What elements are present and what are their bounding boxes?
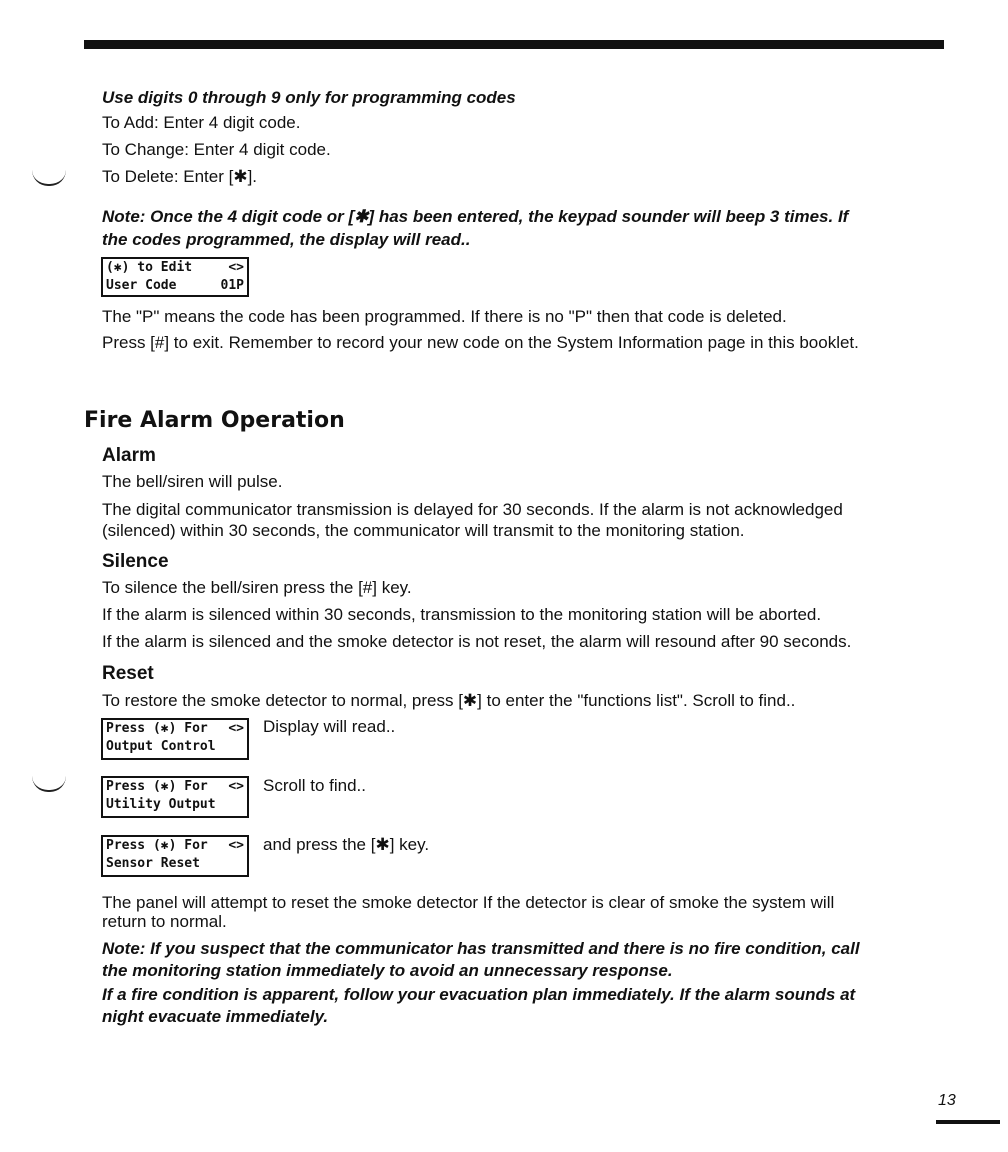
bottom-rule	[936, 1120, 1000, 1124]
lcd-row1-right: <>	[228, 260, 244, 275]
lcd-row1-left: Press (✱) For	[106, 721, 208, 736]
lcd-row1-right: <>	[228, 721, 244, 736]
lcd-display-user-code	[101, 257, 249, 297]
silence-text-1: To silence the bell/siren press the [#] key.	[102, 578, 412, 597]
fire-note-1a: Note: If you suspect that the communicator has transmitted and there is no fire condition, call	[102, 939, 860, 958]
to-delete-text: To Delete: Enter [✱].	[102, 167, 258, 186]
reset-text-1: To restore the smoke detector to normal, press [✱] to enter the "functions list". Scroll to find..	[102, 691, 796, 710]
lcd-row2-left: User Code	[106, 278, 177, 293]
lcd-row1-right: <>	[228, 838, 244, 853]
lcd-row1-left: (✱) to Edit	[106, 260, 193, 275]
lcd-display-utility-output	[101, 776, 249, 818]
fire-note-2b: night evacuate immediately.	[102, 1007, 329, 1026]
silence-text-2: If the alarm is silenced within 30 seconds, transmission to the monitoring station will be aborted.	[102, 605, 822, 624]
section-title: Fire Alarm Operation	[84, 408, 345, 433]
binder-hole-mark	[32, 776, 66, 792]
alarm-text-1: The bell/siren will pulse.	[102, 472, 283, 491]
exit-text: Press [#] to exit. Remember to record your new code on the System Information page in this booklet.	[102, 333, 859, 352]
lcd-row2-left: Output Control	[106, 739, 216, 754]
fire-note-1b: the monitoring station immediately to avoid an unnecessary response.	[102, 961, 673, 980]
reset-text-2a: The panel will attempt to reset the smoke detector If the detector is clear of smoke the system will	[102, 893, 835, 912]
reset-heading: Reset	[102, 663, 154, 684]
reset-text-2b: return to normal.	[102, 912, 227, 931]
lcd-row1-left: Press (✱) For	[106, 779, 208, 794]
lcd-row1-right: <>	[228, 779, 244, 794]
fire-note-2a: If a fire condition is apparent, follow your evacuation plan immediately. If the alarm sounds at	[102, 985, 856, 1004]
silence-heading: Silence	[102, 551, 169, 572]
silence-text-3: If the alarm is silenced and the smoke detector is not reset, the alarm will resound after 90 seconds.	[102, 632, 852, 651]
to-add-text: To Add: Enter 4 digit code.	[102, 113, 301, 132]
lcd-row2-left: Sensor Reset	[106, 856, 200, 871]
lcd-row2-left: Utility Output	[106, 797, 216, 812]
lcd-display-output-control	[101, 718, 249, 760]
top-rule	[84, 40, 944, 49]
alarm-text-2b: (silenced) within 30 seconds, the communicator will transmit to the monitoring station.	[102, 521, 745, 540]
lcd-row1-left: Press (✱) For	[106, 838, 208, 853]
lcd3-caption: and press the [✱] key.	[263, 835, 430, 854]
codes-note-line2: the codes programmed, the display will read..	[102, 230, 471, 249]
page-number: 13	[938, 1092, 956, 1109]
lcd-display-sensor-reset	[101, 835, 249, 877]
codes-heading: Use digits 0 through 9 only for programming codes	[102, 88, 516, 107]
lcd2-caption: Scroll to find..	[263, 776, 366, 795]
lcd-row2-right: 01P	[220, 278, 244, 293]
alarm-text-2a: The digital communicator transmission is delayed for 30 seconds. If the alarm is not acknowledged	[102, 500, 843, 519]
to-change-text: To Change: Enter 4 digit code.	[102, 140, 331, 159]
alarm-heading: Alarm	[102, 445, 156, 466]
p-meaning-text: The "P" means the code has been programmed. If there is no "P" then that code is deleted.	[102, 307, 787, 326]
codes-note-line1: Note: Once the 4 digit code or [✱] has been entered, the keypad sounder will beep 3 times. If	[102, 207, 849, 226]
binder-hole-mark	[32, 170, 66, 186]
lcd1-caption: Display will read..	[263, 717, 396, 736]
